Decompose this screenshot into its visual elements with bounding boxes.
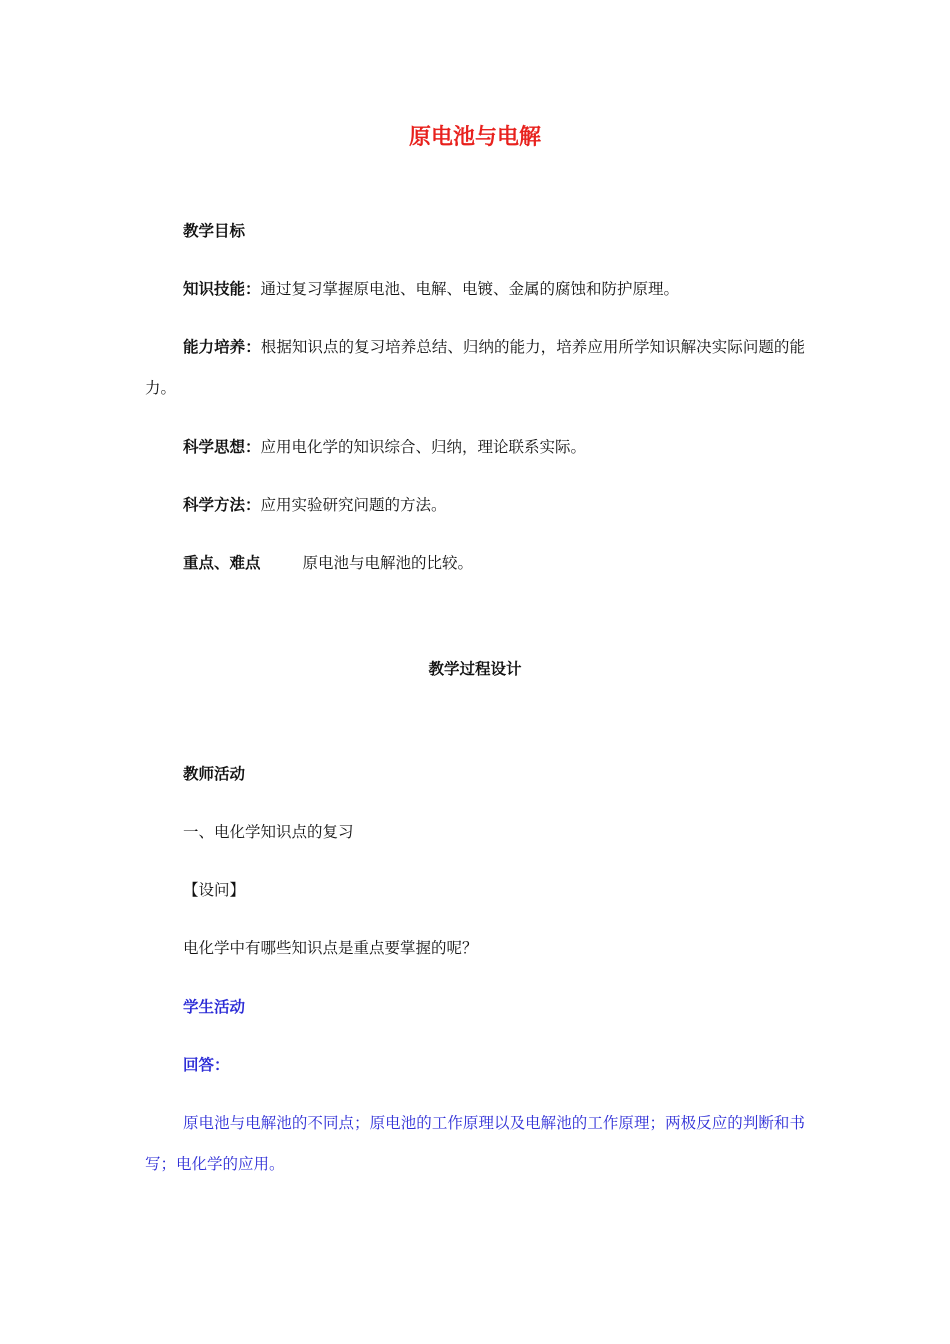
key-points <box>183 552 473 574</box>
knowledge-skills <box>183 278 679 300</box>
process-heading: 教学过程设计 <box>428 659 522 678</box>
section-one-heading: 一、电化学知识点的复习 <box>183 823 354 841</box>
knowledge-text: 通过复习掌握原电池、电解、电镀、金属的腐蚀和防护原理。 <box>260 280 680 298</box>
question-text: 电化学中有哪些知识点是重点要掌握的呢？ <box>183 939 478 957</box>
thinking-text: 应用电化学的知识综合、归纳，理论联系实际。 <box>260 438 587 456</box>
method-label: 科学方法： <box>183 495 261 514</box>
answer-text: 原电池与电解池的不同点；原电池的工作原理以及电解池的工作原理；两极反应的判断和书写；电化学的应用。 <box>145 1114 805 1173</box>
student-heading: 学生活动 <box>183 997 246 1016</box>
key-points-label: 重点、难点 <box>183 553 261 572</box>
scientific-thinking <box>183 436 586 458</box>
document-title: 原电池与电解 <box>408 124 541 150</box>
method-text: 应用实验研究问题的方法。 <box>260 496 447 514</box>
objectives-heading: 教学目标 <box>183 221 246 240</box>
ability-paragraph <box>145 326 805 409</box>
thinking-label: 科学思想： <box>183 437 261 456</box>
ability-label: 能力培养： <box>183 337 261 356</box>
key-points-text: 原电池与电解池的比较。 <box>302 554 474 572</box>
scientific-method <box>183 494 447 516</box>
teacher-heading: 教师活动 <box>183 764 246 783</box>
answer-label: 回答： <box>183 1055 230 1074</box>
knowledge-label: 知识技能： <box>183 279 261 298</box>
ability-text: 根据知识点的复习培养总结、归纳的能力，培养应用所学知识解决实际问题的能力。 <box>145 338 805 397</box>
question-tag: 【设问】 <box>183 881 246 899</box>
